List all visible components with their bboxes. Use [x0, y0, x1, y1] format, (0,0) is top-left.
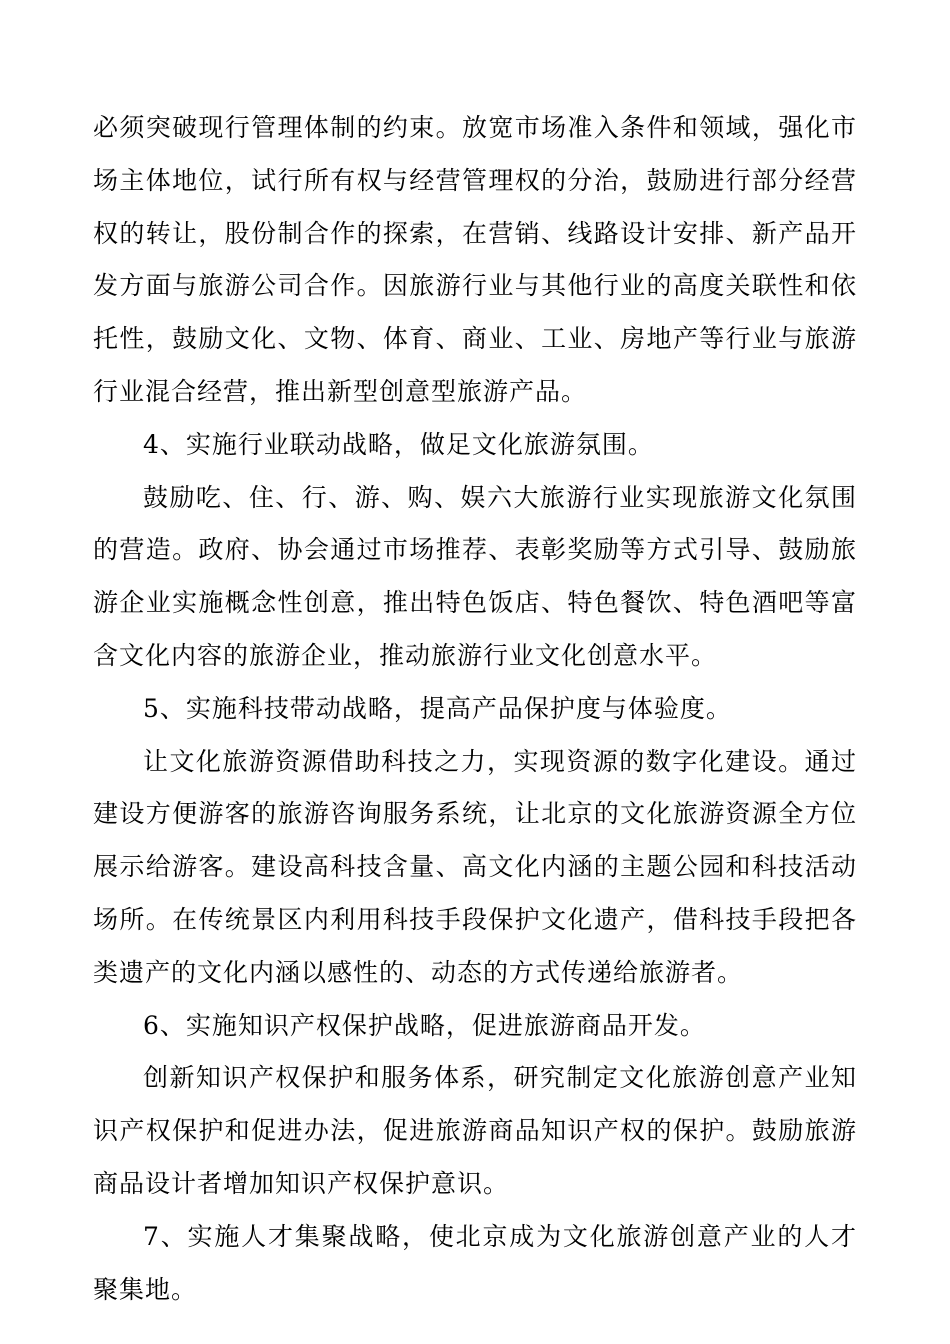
paragraph-intro: 必须突破现行管理体制的约束。放宽市场准入条件和领域，强化市场主体地位，试行所有权与经营管理权的分治，鼓励进行部分经营权的转让，股份制合作的探索，在营销、线路设计安排、新产品开发方面与旅游公司合作。因旅游行业与其他行业的高度关联性和依托性，鼓励文化、文物、体育、商业、工业、房地产等行业与旅游行业混合经营，推出新型创意型旅游产品。 [93, 113, 857, 406]
paragraph-strategy-4-body: 鼓励吃、住、行、游、购、娱六大旅游行业实现旅游文化氛围的营造。政府、协会通过市场推荐、表彰奖励等方式引导、鼓励旅游企业实施概念性创意，推出特色饭店、特色餐饮、特色酒吧等富含文化内容的旅游企业，推动旅游行业文化创意水平。 [93, 482, 857, 670]
paragraph-strategy-6-body: 创新知识产权保护和服务体系，研究制定文化旅游创意产业知识产权保护和促进办法，促进旅游商品知识产权的保护。鼓励旅游商品设计者增加知识产权保护意识。 [93, 1063, 857, 1198]
heading-strategy-6: 6、实施知识产权保护战略，促进旅游商品开发。 [143, 1010, 706, 1040]
document-body [93, 102, 857, 1316]
paragraph-strategy-5-body: 让文化旅游资源借助科技之力，实现资源的数字化建设。通过建设方便游客的旅游咨询服务系统，让北京的文化旅游资源全方位展示给游客。建设高科技含量、高文化内涵的主题公园和科技活动场所。在传统景区内利用科技手段保护文化遗产，借科技手段把各类遗产的文化内涵以感性的、动态的方式传递给旅游者。 [93, 746, 857, 987]
heading-strategy-4: 4、实施行业联动战略，做足文化旅游氛围。 [143, 429, 654, 459]
heading-strategy-7: 7、实施人才集聚战略，使北京成为文化旅游创意产业的人才聚集地。 [93, 1221, 857, 1304]
heading-strategy-5: 5、实施科技带动战略，提高产品保护度与体验度。 [143, 693, 732, 723]
